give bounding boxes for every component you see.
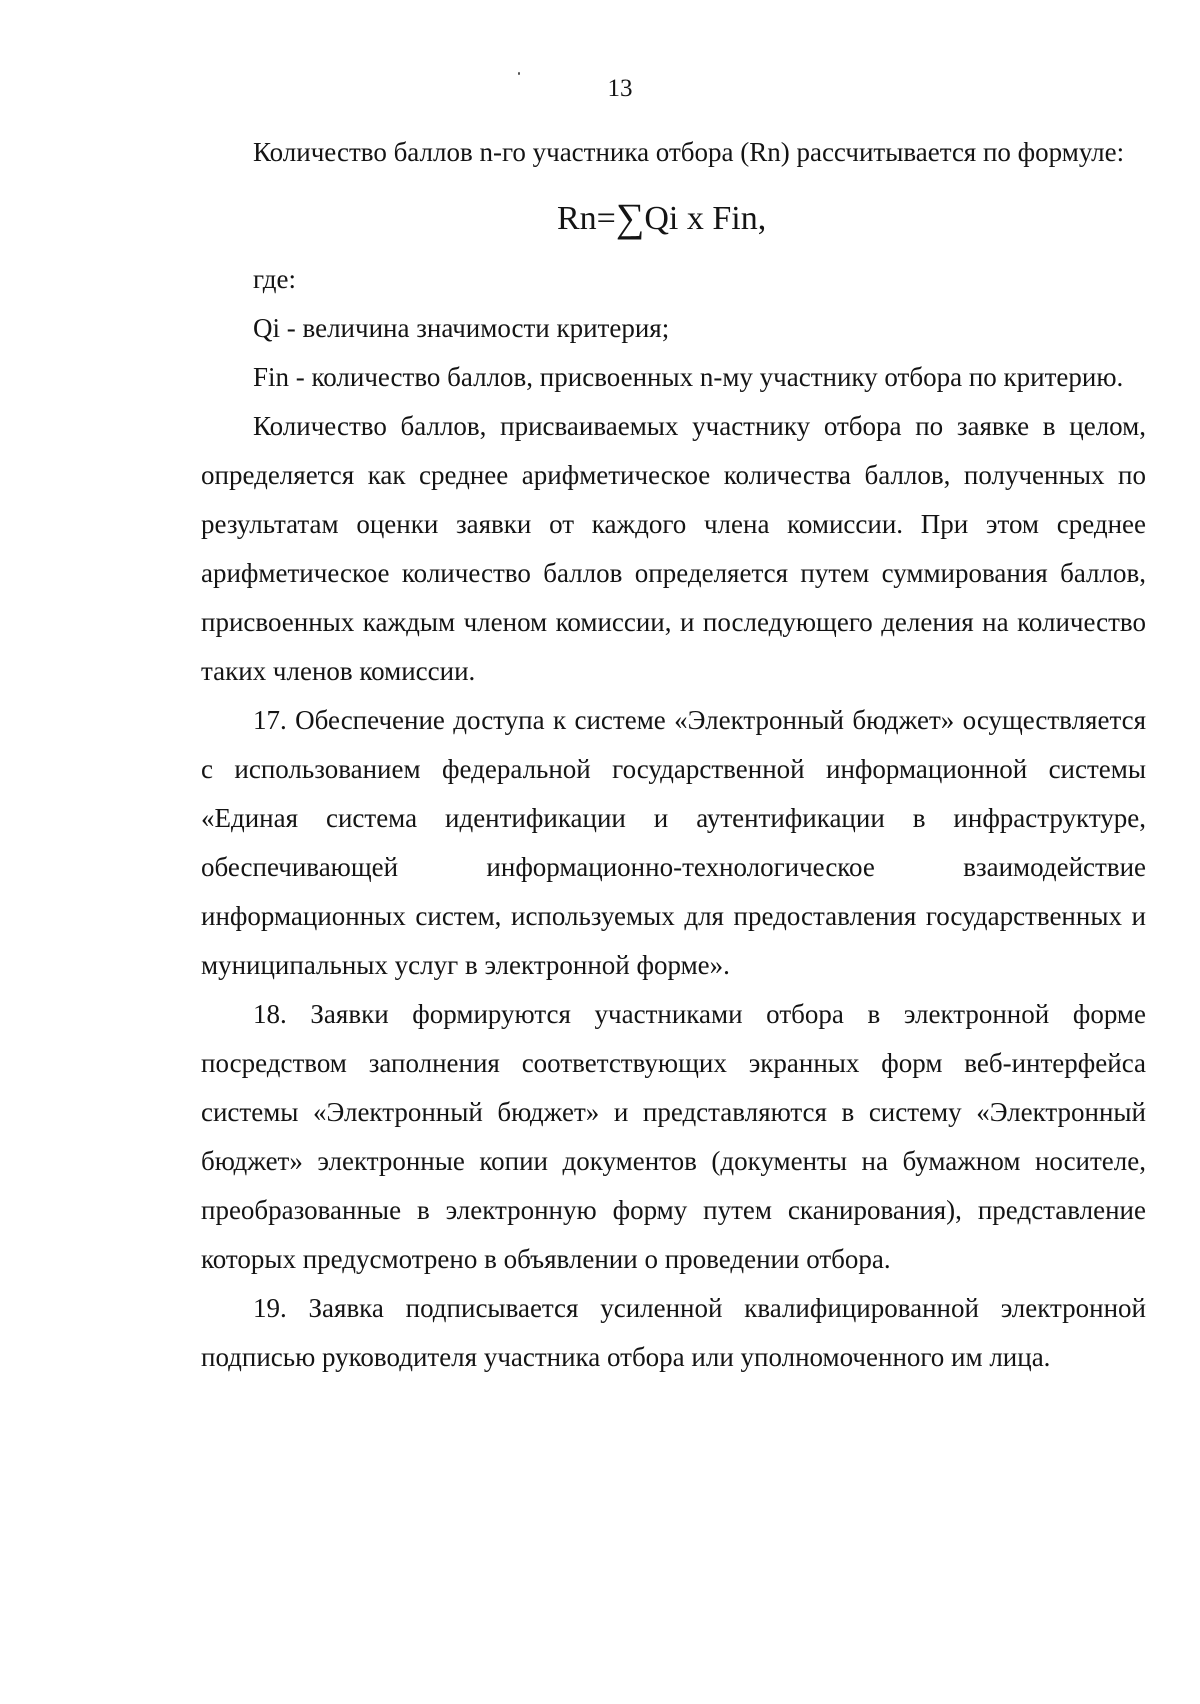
where-label: где: (253, 264, 296, 294)
scan-speck (518, 72, 520, 75)
paragraph-average-score: Количество баллов, присваиваемых участнику отбора по заявке в целом, определяется как среднее арифметическое количества баллов, полученных по результатам оценки заявки от каждого члена комиссии. При этом среднее арифметическое количество баллов определяется путем суммирования баллов, присвоенных каждым членом комиссии, и последующего деления на количество таких членов комиссии. (201, 411, 1146, 686)
paragraph-19: 19. Заявка подписывается усиленной квалифицированной электронной подписью руководителя участника отбора или уполномоченного им лица. (201, 1293, 1146, 1372)
formula-lhs: Rn= (557, 200, 616, 237)
document-body (201, 128, 1146, 1382)
formula-intro: Количество баллов n-го участника отбора (Rn) рассчитывается по формуле: (253, 137, 1125, 167)
formula (201, 177, 1146, 255)
formula-rhs: Qi x Fin, (644, 200, 767, 237)
paragraph-18: 18. Заявки формируются участниками отбора в электронной форме посредством заполнения соответствующих экранных форм веб-интерфейса системы «Электронный бюджет» и представляются в систему «Электронный бюджет» электронные копии документов (документы на бумажном носителе, преобразованные в электронную форму путем сканирования), представление которых предусмотрено в объявлении о проведении отбора. (201, 999, 1146, 1274)
definition-qi: Qi - величина значимости критерия; (253, 313, 670, 343)
sigma-symbol: ∑ (615, 195, 645, 240)
paragraph-17: 17. Обеспечение доступа к системе «Электронный бюджет» осуществляется с использованием федеральной государственной информационной системы «Единая система идентификации и аутентификации в инфраструктуре, обеспечивающей информационно-технологическое взаимодействие информационных систем, используемых для предоставления государственных и муниципальных услуг в электронной форме». (201, 705, 1146, 980)
definition-fin: Fin - количество баллов, присвоенных n-му участнику отбора по критерию. (253, 362, 1124, 392)
page-number: 13 (607, 75, 633, 102)
